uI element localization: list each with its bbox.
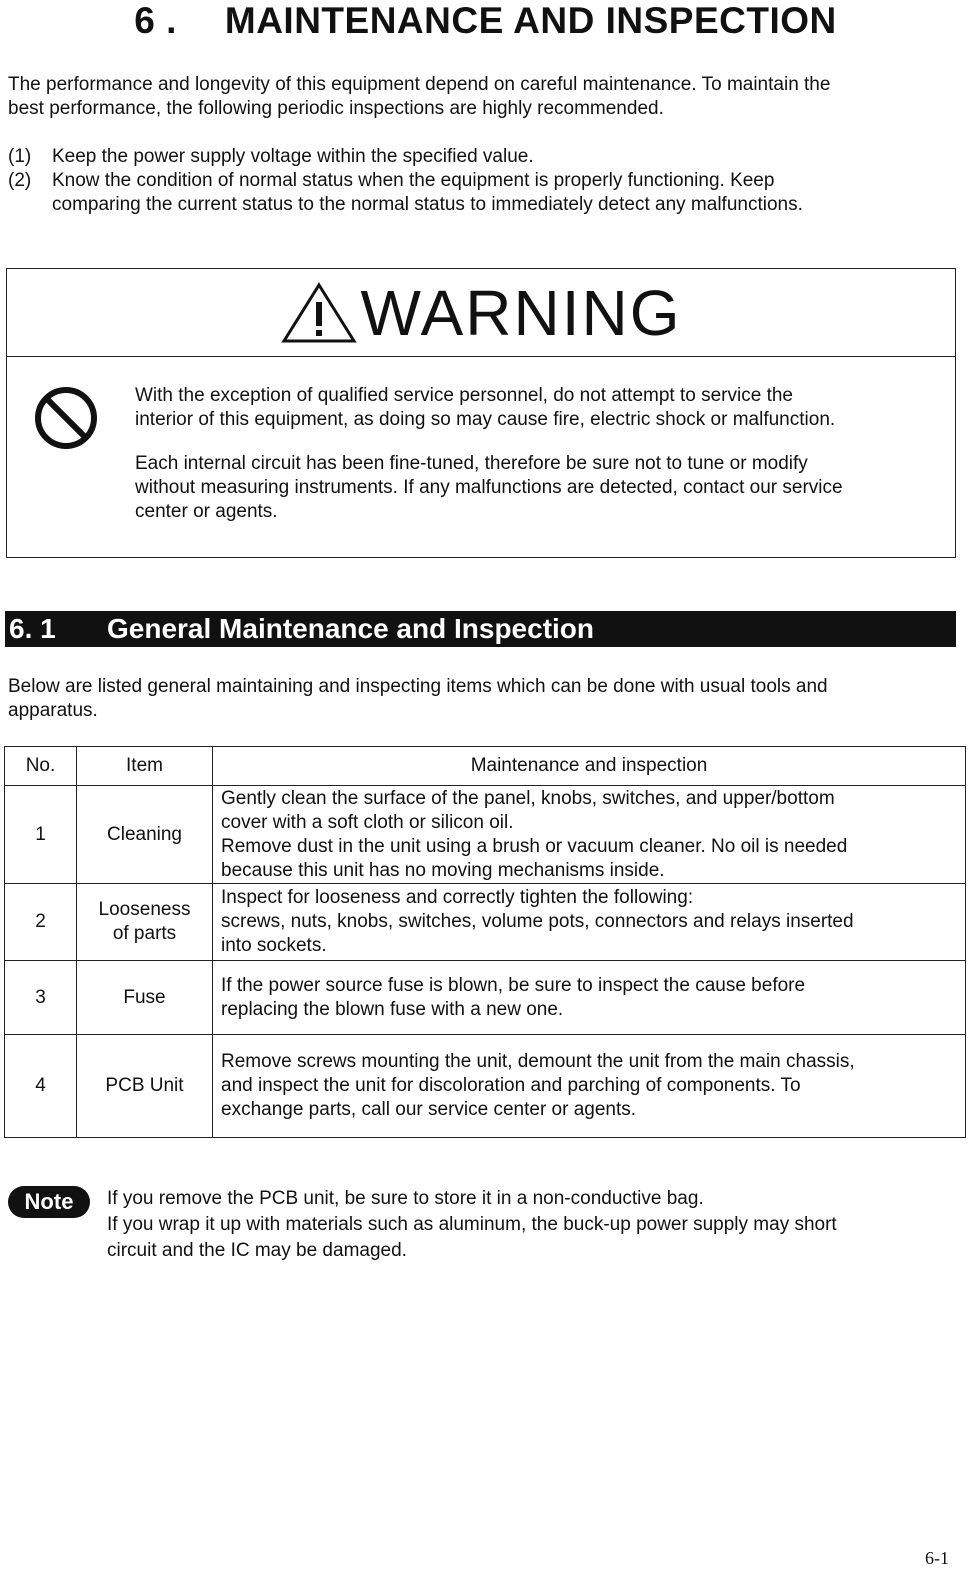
note-line: If you wrap it up with materials such as aluminum, the buck-up power supply may short [107,1214,837,1235]
row-desc-line: Inspect for looseness and correctly tighten the following: [221,887,694,908]
section-title: General Maintenance and Inspection [107,613,595,644]
warning-header [7,269,955,357]
row-desc-line: Remove screws mounting the unit, demount the unit from the main chassis, [221,1051,855,1072]
note-line: circuit and the IC may be damaged. [107,1240,407,1261]
list-number: (1) [8,146,32,167]
row-desc [213,884,966,961]
table-row [5,1035,966,1138]
warning-text [135,384,950,544]
header-desc: Maintenance and inspection [213,747,966,786]
row-item-line: Cleaning [107,823,182,845]
table-header-row [5,747,966,786]
row-number: 3 [5,961,77,1035]
chapter-number: 6 . [134,0,177,41]
row-desc-line: replacing the blown fuse with a new one. [221,998,564,1020]
row-item-line: PCB Unit [105,1075,184,1096]
checks-list [8,145,963,217]
row-item [77,884,213,961]
row-item [77,1035,213,1138]
row-desc-line: because this unit has no moving mechanisms inside. [221,859,665,881]
section-number: 6. 1 [9,613,56,644]
row-item-line: of parts [112,923,177,944]
warning-line: With the exception of qualified service personnel, do not attempt to service the [135,385,793,406]
maintenance-table [4,746,966,1138]
warning-paragraph [135,452,950,524]
row-desc-line: cover with a soft cloth or silicon oil. [221,811,514,833]
row-desc-line: and inspect the unit for discoloration and parching of components. To [221,1075,801,1096]
intro-line: The performance and longevity of this equipment depend on careful maintenance. To maintain the [8,74,831,95]
warning-paragraph [135,384,950,432]
page-number: 6-1 [925,1548,949,1568]
warning-triangle-icon [281,282,357,344]
list-text: Know the condition of normal status when the equipment is properly functioning. Keep [52,170,775,191]
table-row [5,786,966,884]
note-badge: Note [8,1186,90,1218]
row-desc-line: exchange parts, call our service center or agents. [221,1099,637,1120]
warning-line: center or agents. [135,501,278,522]
warning-line: without measuring instruments. If any malfunctions are detected, contact our service [135,477,843,498]
chapter-title [0,0,971,42]
row-item [77,786,213,884]
row-desc [213,1035,966,1138]
intro-paragraph [8,73,968,121]
row-desc [213,961,966,1035]
prohibition-icon [33,385,99,451]
note-text [107,1186,967,1264]
warning-line: interior of this equipment, as doing so may cause fire, electric shock or malfunction. [135,409,836,430]
warning-box [6,268,956,558]
note-line: If you remove the PCB unit, be sure to store it in a non-conductive bag. [107,1188,704,1209]
list-text: comparing the current status to the normal status to immediately detect any malfunctions. [52,194,803,215]
intro-line: best performance, the following periodic inspections are highly recommended. [8,98,664,119]
row-desc-line: If the power source fuse is blown, be sure to inspect the cause before [221,974,806,996]
row-item [77,961,213,1035]
section-header [5,611,956,647]
table-row [5,884,966,961]
list-text: Keep the power supply voltage within the specified value. [52,146,534,167]
row-desc-line: Remove dust in the unit using a brush or vacuum cleaner. No oil is needed [221,835,848,857]
row-desc-line: screws, nuts, knobs, switches, volume pots, connectors and relays inserted [221,911,854,932]
row-desc-line: Gently clean the surface of the panel, knobs, switches, and upper/bottom [221,787,835,809]
header-item: Item [77,747,213,786]
list-item [8,145,963,169]
table-row [5,961,966,1035]
warning-heading: WARNING [360,276,682,349]
warning-line: Each internal circuit has been fine-tuned, therefore be sure not to tune or modify [135,453,808,474]
row-item-line: Fuse [123,986,166,1008]
section-intro-line: Below are listed general maintaining and inspecting items which can be done with usual tools and [8,676,828,697]
section-intro [8,675,968,723]
row-number: 4 [5,1035,77,1138]
row-number: 2 [5,884,77,961]
section-intro-line: apparatus. [8,700,98,721]
row-item-line: Looseness [98,899,191,920]
row-desc [213,786,966,884]
header-no: No. [5,747,77,786]
row-desc-line: into sockets. [221,935,327,956]
row-number: 1 [5,786,77,884]
chapter-title-text: MAINTENANCE AND INSPECTION [224,0,837,41]
list-number: (2) [8,170,32,191]
list-item [8,169,963,217]
